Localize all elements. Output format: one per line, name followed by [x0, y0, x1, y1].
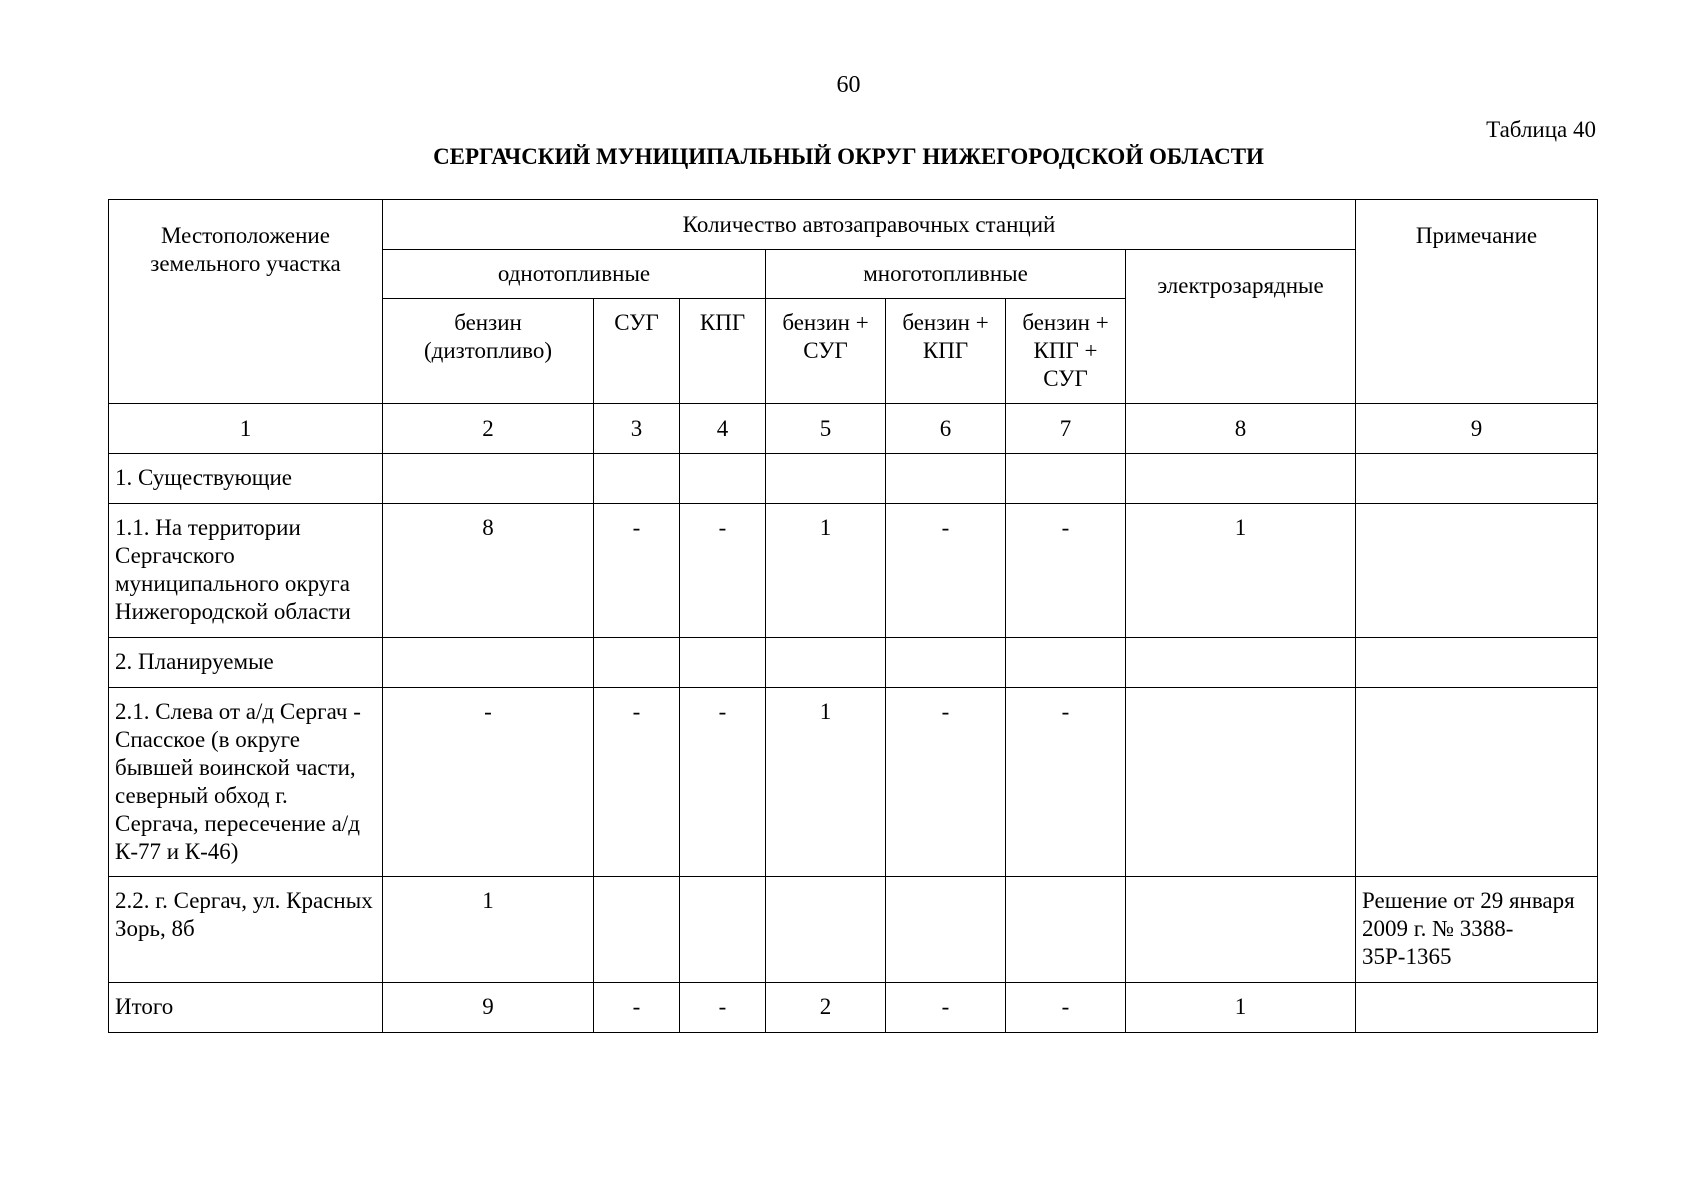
- table-cell: [766, 638, 886, 688]
- table-cell: [594, 877, 680, 983]
- row-label: Итого: [109, 983, 383, 1033]
- row-label: 2. Планируемые: [109, 638, 383, 688]
- table-cell: 9: [383, 983, 594, 1033]
- table-cell: [766, 877, 886, 983]
- header-col-5: бензин + СУГ: [766, 299, 886, 404]
- table-cell: [680, 454, 766, 504]
- table-cell: [1006, 877, 1126, 983]
- header-electric: электрозарядные: [1126, 250, 1356, 404]
- stations-table: [108, 199, 1598, 1033]
- column-number: 3: [594, 404, 680, 454]
- document-title: СЕРГАЧСКИЙ МУНИЦИПАЛЬНЫЙ ОКРУГ НИЖЕГОРОДСКОЙ ОБЛАСТИ: [433, 144, 1264, 169]
- table-cell: [1006, 638, 1126, 688]
- row-label: 1.1. На территории Сергачского муниципального округа Нижегородской области: [109, 504, 383, 638]
- table-cell: [886, 454, 1006, 504]
- header-note: Примечание: [1356, 200, 1598, 404]
- table-cell: 1: [1126, 983, 1356, 1033]
- table-cell: -: [886, 983, 1006, 1033]
- table-cell: -: [1006, 688, 1126, 877]
- table-cell: -: [594, 688, 680, 877]
- table-label: Таблица 40: [1486, 117, 1596, 142]
- header-col-7: бензин + КПГ + СУГ: [1006, 299, 1126, 404]
- total-row: [109, 983, 1598, 1033]
- table-cell: -: [594, 504, 680, 638]
- table-cell: 1: [1126, 504, 1356, 638]
- table-cell: -: [680, 983, 766, 1033]
- table-cell: [383, 638, 594, 688]
- table-cell: [1126, 688, 1356, 877]
- column-number: 6: [886, 404, 1006, 454]
- header-location: Местоположение земельного участка: [109, 200, 383, 404]
- table-cell: [594, 454, 680, 504]
- header-stations-count: Количество автозаправочных станций: [383, 200, 1356, 250]
- table-cell: [766, 454, 886, 504]
- column-number: 2: [383, 404, 594, 454]
- table-cell: [1356, 454, 1598, 504]
- table-cell: -: [1006, 983, 1126, 1033]
- column-number: 4: [680, 404, 766, 454]
- header-multi-fuel: многотопливные: [766, 250, 1126, 299]
- column-number: 1: [109, 404, 383, 454]
- table-cell: [680, 877, 766, 983]
- table-row: [109, 877, 1598, 983]
- note-cell: Решение от 29 января 2009 г. № 3388-35Р-1365: [1356, 877, 1598, 983]
- table-cell: [1126, 638, 1356, 688]
- header-col-6: бензин + КПГ: [886, 299, 1006, 404]
- table-row: [109, 638, 1598, 688]
- table-cell: -: [1006, 504, 1126, 638]
- header-col-3: СУГ: [594, 299, 680, 404]
- table-cell: -: [680, 504, 766, 638]
- header-col-4: КПГ: [680, 299, 766, 404]
- table-cell: [1356, 983, 1598, 1033]
- table-cell: -: [680, 688, 766, 877]
- table-cell: [1356, 688, 1598, 877]
- table-cell: 2: [766, 983, 886, 1033]
- header-single-fuel: однотопливные: [383, 250, 766, 299]
- page-number: 60: [836, 72, 861, 98]
- table-row: [109, 454, 1598, 504]
- table-cell: -: [886, 688, 1006, 877]
- table-cell: -: [886, 504, 1006, 638]
- header-col-2: бензин (дизтопливо): [383, 299, 594, 404]
- column-number: 8: [1126, 404, 1356, 454]
- table-cell: [594, 638, 680, 688]
- column-number: 9: [1356, 404, 1598, 454]
- table-row: [109, 504, 1598, 638]
- table-cell: -: [383, 688, 594, 877]
- column-number: 5: [766, 404, 886, 454]
- table-cell: [1126, 454, 1356, 504]
- table-cell: [886, 877, 1006, 983]
- table-cell: [1126, 877, 1356, 983]
- table-cell: [1006, 454, 1126, 504]
- table-cell: [886, 638, 1006, 688]
- row-label: 2.2. г. Сергач, ул. Красных Зорь, 8б: [109, 877, 383, 983]
- table-cell: 8: [383, 504, 594, 638]
- row-label: 1. Существующие: [109, 454, 383, 504]
- table-cell: [1356, 638, 1598, 688]
- table-cell: 1: [766, 504, 886, 638]
- table-cell: [383, 454, 594, 504]
- header-row-1: [109, 200, 1598, 250]
- column-number: 7: [1006, 404, 1126, 454]
- table-cell: 1: [766, 688, 886, 877]
- table-row: [109, 688, 1598, 877]
- table-cell: -: [594, 983, 680, 1033]
- row-label: 2.1. Слева от а/д Сергач - Спасское (в округе бывшей воинской части, северный обход г. Сергача, пересечение а/д К-77 и К-46): [109, 688, 383, 877]
- table-cell: [680, 638, 766, 688]
- table-cell: [1356, 504, 1598, 638]
- table-cell: 1: [383, 877, 594, 983]
- column-number-row: [109, 404, 1598, 454]
